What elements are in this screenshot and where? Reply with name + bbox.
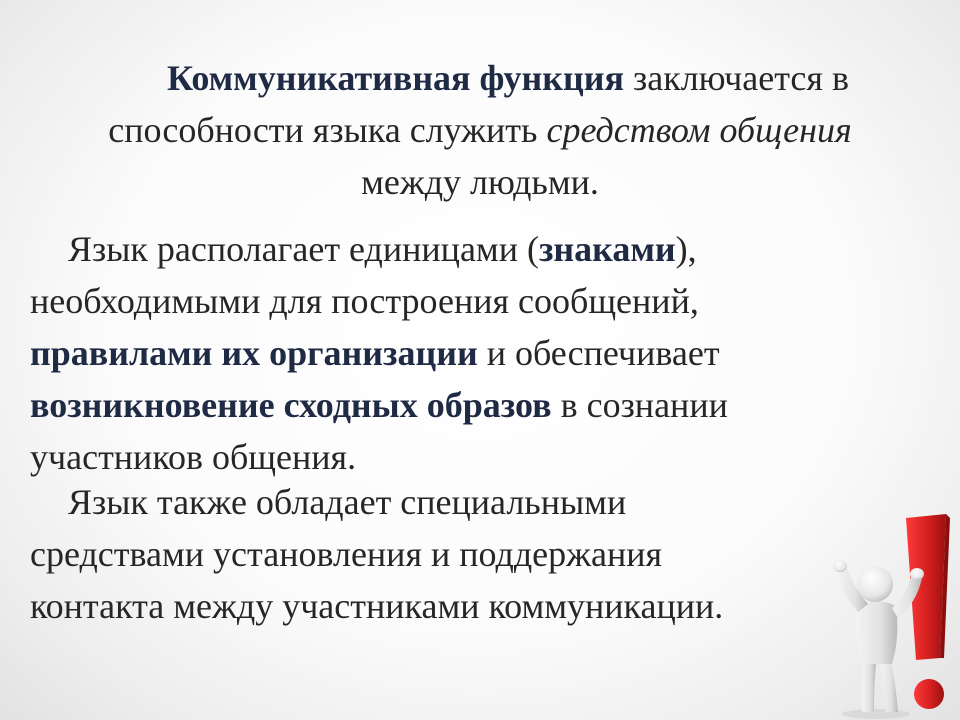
paragraph2-line1 xyxy=(30,223,870,275)
person-with-exclamation-mark-icon xyxy=(828,508,960,720)
paragraph1-line3: между людьми. xyxy=(361,162,599,202)
paragraph-contact-means xyxy=(30,476,830,632)
paragraph-language-units xyxy=(30,223,870,483)
paragraph1-line2 xyxy=(28,104,932,156)
term-similar-images: возникновение сходных образов xyxy=(30,385,552,425)
paragraph2-line5: участников общения. xyxy=(30,437,357,477)
paragraph3-line2: средствами установления и поддержания xyxy=(30,534,663,574)
paragraph3-line3: контакта между участниками коммуникации. xyxy=(30,586,724,626)
term-signs: знаками xyxy=(538,229,676,269)
paragraph-communicative-function xyxy=(28,52,932,208)
paragraph2-line1-a: Язык располагает единицами ( xyxy=(68,229,539,269)
paragraph3-line1: Язык также обладает специальными xyxy=(68,482,627,522)
paragraph2-line3 xyxy=(30,327,870,379)
paragraph1-text-a: заключается в xyxy=(624,58,849,98)
paragraph2-line2: необходимыми для построения сообщений, xyxy=(30,281,699,321)
term-organization-rules: правилами их организации xyxy=(30,333,478,373)
exclamation-mark-icon xyxy=(906,514,950,709)
paragraph2-line4 xyxy=(30,379,870,431)
term-means-of-communication: средством общения xyxy=(546,110,852,150)
paragraph2-line1-b: ), xyxy=(675,229,697,269)
paragraph1-line1 xyxy=(28,52,932,104)
paragraph1-line2-text: способности языка служить xyxy=(108,110,547,150)
term-communicative-function: Коммуникативная функция xyxy=(167,58,624,98)
paragraph2-line4-b: в сознании xyxy=(551,385,728,425)
paragraph2-line3-b: и обеспечивает xyxy=(477,333,720,373)
person-figure-icon xyxy=(833,560,924,719)
